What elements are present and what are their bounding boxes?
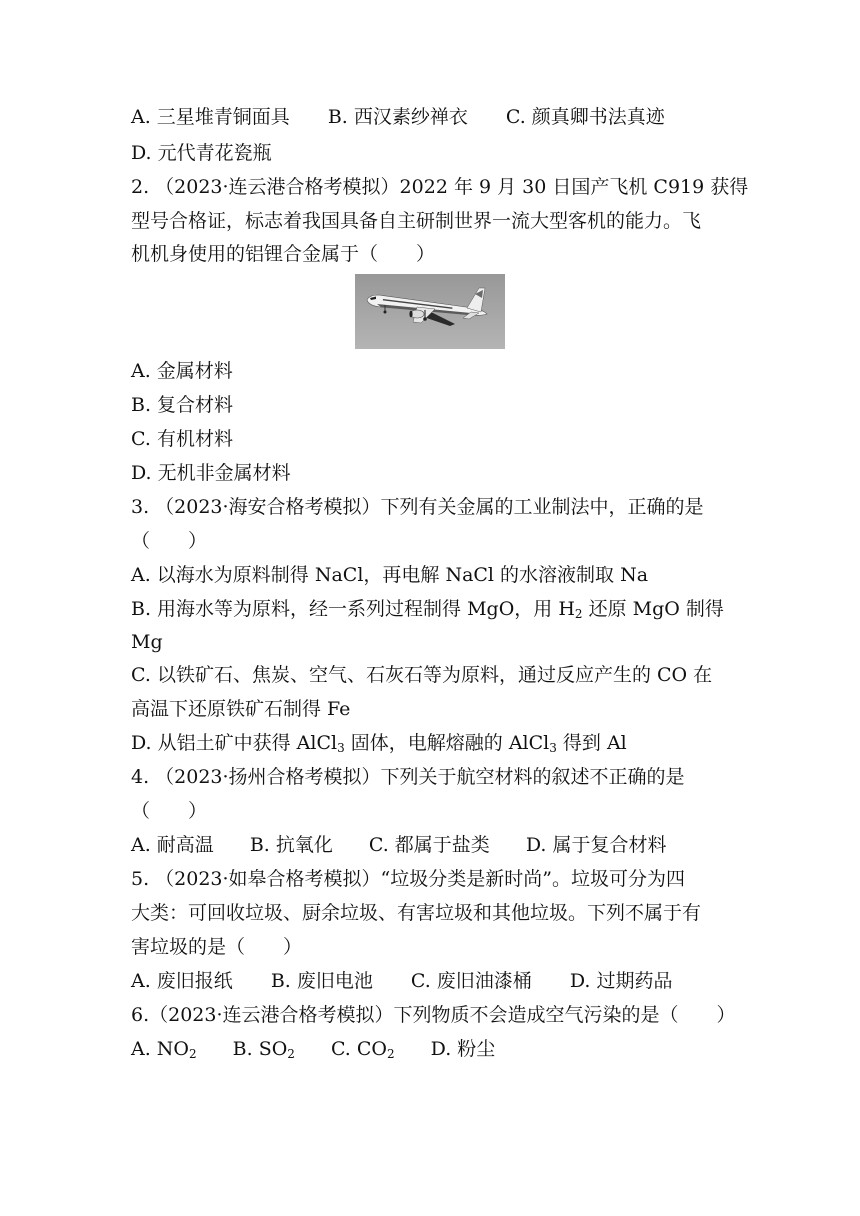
- q6-option-c-subscript: 2: [387, 1047, 395, 1061]
- q6-option-a: [131, 1037, 197, 1061]
- q5-stem-line3: 害垃圾的是（ ）: [131, 936, 303, 958]
- q4-stem-line1: 4. （2023·扬州合格考模拟）下列关于航空材料的叙述不正确的是: [131, 766, 685, 788]
- q3-option-d-subscript-2: 3: [549, 741, 557, 755]
- q1-option-c: C. 颜真卿书法真迹: [505, 106, 665, 128]
- q2-stem-line1: 2. （2023·连云港合格考模拟）2022 年 9 月 30 日国产飞机 C919 获得: [131, 176, 749, 198]
- q5-option-a: A. 废旧报纸: [131, 970, 233, 992]
- q2-option-d: D. 无机非金属材料: [131, 462, 291, 484]
- q6-option-b-text: B. SO: [232, 1038, 288, 1060]
- q5-options-row: [131, 969, 672, 993]
- q3-option-b-subscript: 2: [574, 607, 583, 621]
- q3-option-b-line1: [131, 597, 724, 621]
- q3-option-c-line2: 高温下还原铁矿石制得 Fe: [131, 698, 351, 720]
- q3-option-b-line2: Mg: [131, 631, 163, 653]
- q6-option-d: D. 粉尘: [430, 1038, 496, 1060]
- q3-option-d-subscript-1: 3: [337, 741, 345, 755]
- q4-options-row: [131, 833, 666, 857]
- q2-option-c: C. 有机材料: [131, 428, 233, 450]
- q6-option-c-text: C. CO: [330, 1038, 387, 1060]
- q3-option-a: A. 以海水为原料制得 NaCl，再电解 NaCl 的水溶液制取 Na: [131, 564, 649, 586]
- q6-option-a-text: A. NO: [131, 1038, 190, 1060]
- q4-option-a: A. 耐高温: [131, 834, 214, 856]
- q6-option-b-subscript: 2: [287, 1047, 295, 1061]
- q6-option-c: [331, 1037, 395, 1061]
- q5-option-d: D. 过期药品: [569, 970, 673, 992]
- q3-option-d: [131, 731, 627, 755]
- airplane-icon: [355, 274, 505, 349]
- q6-option-b: [233, 1037, 295, 1061]
- q3-option-c-line1: C. 以铁矿石、焦炭、空气、石灰石等为原料，通过反应产生的 CO 在: [131, 664, 713, 686]
- q5-stem-line1: 5. （2023·如皋合格考模拟）“垃圾分类是新时尚”。垃圾可分为四: [131, 868, 685, 890]
- airplane-photo: [355, 274, 505, 349]
- q5-option-b: B. 废旧电池: [270, 970, 373, 992]
- q3-option-d-text-mid: 固体，电解熔融的 AlCl: [344, 732, 550, 754]
- q4-stem-line2: （ ）: [131, 800, 208, 822]
- q3-option-d-text: D. 从铝土矿中获得 AlCl: [131, 732, 338, 754]
- q4-option-b: B. 抗氧化: [249, 834, 333, 856]
- q1-option-a: A. 三星堆青铜面具: [131, 106, 290, 128]
- q3-option-d-text-end: 得到 Al: [556, 732, 627, 754]
- q6-option-a-subscript: 2: [189, 1047, 197, 1061]
- q3-stem-line1: 3. （2023·海安合格考模拟）下列有关金属的工业制法中，正确的是: [131, 496, 704, 518]
- q4-option-d: D. 属于复合材料: [525, 834, 667, 856]
- q1-option-b: B. 西汉素纱禅衣: [327, 106, 468, 128]
- q2-stem-line2: 型号合格证，标志着我国具备自主研制世界一流大型客机的能力。飞: [131, 210, 702, 232]
- q3-option-b-text-end: 还原 MgO 制得: [582, 598, 724, 620]
- q6-stem: 6.（2023·连云港合格考模拟）下列物质不会造成空气污染的是（ ）: [131, 1004, 736, 1026]
- q1-options-row1: [131, 105, 665, 129]
- q3-option-b-text: B. 用海水等为原料，经一系列过程制得 MgO，用 H: [131, 598, 575, 620]
- q1-option-d: D. 元代青花瓷瓶: [131, 142, 272, 164]
- q4-option-c: C. 都属于盐类: [368, 834, 490, 856]
- q5-stem-line2: 大类：可回收垃圾、厨余垃圾、有害垃圾和其他垃圾。下列不属于有: [131, 902, 702, 924]
- q5-option-c: C. 废旧油漆桶: [410, 970, 532, 992]
- q3-stem-line2: （ ）: [131, 530, 208, 552]
- q2-option-b: B. 复合材料: [131, 394, 234, 416]
- q2-stem-line3: 机机身使用的铝锂合金属于（ ）: [131, 243, 436, 265]
- q2-option-a: A. 金属材料: [131, 360, 233, 382]
- q6-options-row: [131, 1037, 495, 1061]
